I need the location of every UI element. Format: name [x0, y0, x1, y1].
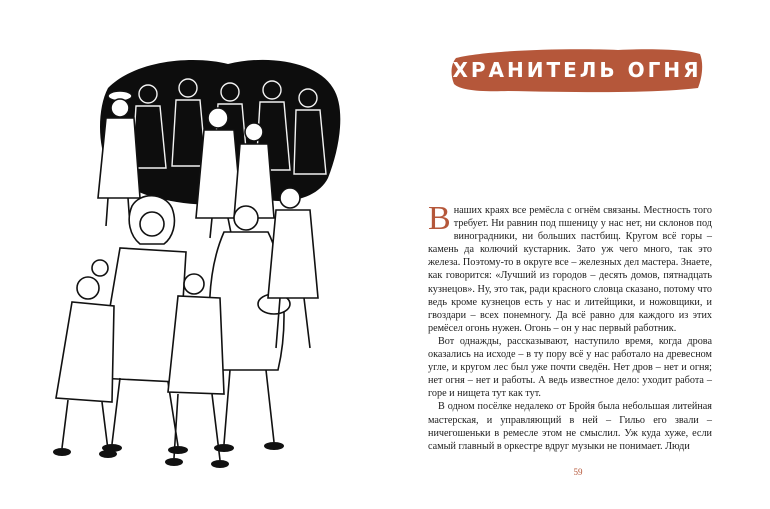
paragraph-1-text: наших краях все ремёсла с огнём связаны. Местность того требует. Ни равнин под пшеницу у нас нет, ни склонов под виноградники, ни больших пастбищ. Кругом всё горы – камень да колючий кустарник. Зато уж чего много, так это железа. Поэтому-то в округе все – железных дел мастера. Знаете, как говорится: «Лучший из городов – десять домов, пятнадцать кузнецов». Ну, это так, ради красного словца сказано, потому что ведь кроме кузнецов есть у нас и литейщики, и ножовщики, и гвоздари – всех понемногу. Да всё равно для каждого из этих ремёсел огонь нужен. Огонь – он у нас первый работник. — [428, 205, 712, 334]
page-number: 59 — [573, 467, 583, 477]
illustration-craftsmen — [28, 48, 358, 478]
shoes — [53, 442, 284, 468]
drop-cap: В — [428, 200, 451, 237]
chapter-body — [428, 200, 712, 453]
chapter-title-banner — [448, 44, 706, 96]
paragraph-3: В одном посёлке недалеко от Бройя была небольшая литейная мастерская, и управляющий в ней – Гильо его звали – ничегошеньки в ремесле этом не смыслил. Уж куда хуже, если самый главный в оркестре вдруг музыки не понимает. Люди — [428, 401, 712, 452]
paragraph-1 — [428, 200, 712, 335]
paragraph-2: Вот однажды, рассказывают, наступило время, когда дрова оказались на исходе – в ту пору всё у нас работало на древесном угле, и кругом лес был уже почти сведён. Нет дров – нет и огня; нет огня – нет и работы. А ведь известное дело: уходит работа – горе и нищета тут как тут. — [428, 335, 712, 400]
foreground-group — [56, 188, 318, 460]
chapter-title: ХРАНИТЕЛЬ ОГНЯ — [452, 58, 702, 82]
